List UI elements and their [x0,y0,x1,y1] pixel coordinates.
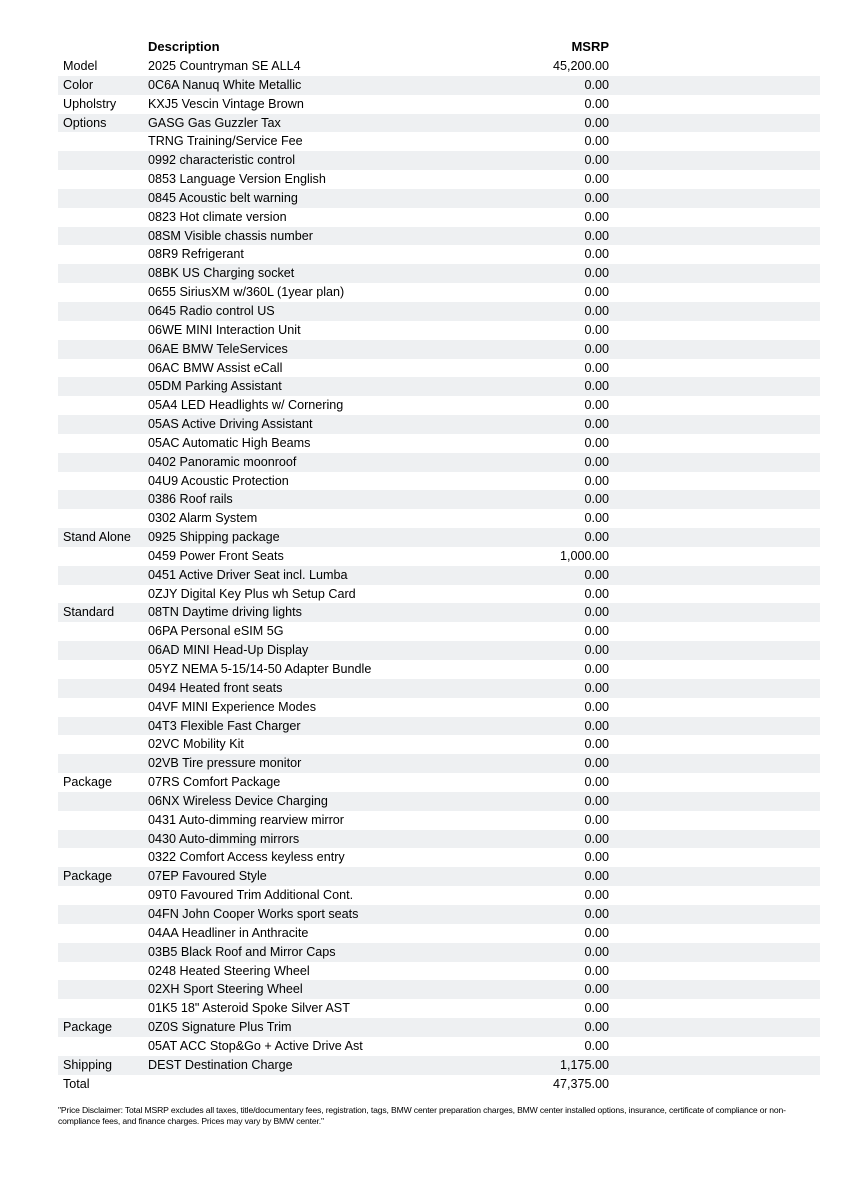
row-price: 0.00 [584,812,609,827]
table-row [58,1075,820,1094]
row-description: 06AD MINI Head-Up Display [148,643,309,658]
table-row [58,830,820,849]
table-row [58,754,820,773]
row-price: 0.00 [584,831,609,846]
row-price: 0.00 [584,963,609,978]
row-price: 1,175.00 [559,1057,609,1072]
row-description: 05AT ACC Stop&Go + Active Drive Ast [148,1038,363,1053]
row-description: 2025 Countryman SE ALL4 [148,59,301,73]
row-price: 0.00 [584,567,609,582]
price-disclaimer: "Price Disclaimer: Total MSRP excludes all taxes, title/documentary fees, registration, tags, BMW center preparation charges, BMW center installed options, insurance, certificate of compliance or non-compliance fees, and finance charges. Prices may vary by BMW center." [58,1105,786,1126]
row-description: 0322 Comfort Access keyless entry [148,850,345,865]
row-price: 0.00 [584,869,609,884]
row-price: 0.00 [584,680,609,695]
table-row [58,886,820,905]
row-price: 0.00 [584,96,609,111]
row-description: 0925 Shipping package [148,530,280,545]
table-row [58,132,820,151]
row-description: 0248 Heated Steering Wheel [148,963,310,978]
row-description: 04VF MINI Experience Modes [148,699,316,714]
row-price: 0.00 [584,398,609,413]
table-row [58,603,820,622]
row-price: 45,200.00 [552,59,609,73]
table-row [58,528,820,547]
row-description: 05A4 LED Headlights w/ Cornering [148,398,344,413]
row-price: 0.00 [584,906,609,921]
row-description: 0C6A Nanuq White Metallic [148,77,302,92]
row-description: 0451 Active Driver Seat incl. Lumba [148,567,348,582]
row-description: 0430 Auto-dimming mirrors [148,831,300,846]
table-row [58,1037,820,1056]
row-category: Stand Alone [63,530,131,545]
table-row [58,321,820,340]
row-description: 07RS Comfort Package [148,775,281,790]
row-category: Model [63,59,98,73]
table-row [58,151,820,170]
row-description: 0Z0S Signature Plus Trim [148,1020,292,1035]
row-description: 06NX Wireless Device Charging [148,793,328,808]
row-description: DEST Destination Charge [148,1057,293,1072]
row-description: GASG Gas Guzzler Tax [148,115,281,130]
table-row [58,283,820,302]
row-description: 02VC Mobility Kit [148,737,244,752]
row-description: 0494 Heated front seats [148,680,283,695]
row-description: 0845 Acoustic belt warning [148,190,298,205]
row-description: 09T0 Favoured Trim Additional Cont. [148,888,354,903]
row-description: 05DM Parking Assistant [148,379,282,394]
row-category: Upholstry [63,96,117,111]
row-price: 0.00 [584,643,609,658]
table-row [58,905,820,924]
row-description: 05YZ NEMA 5-15/14-50 Adapter Bundle [148,662,372,676]
table-row [58,396,820,415]
row-description: 0ZJY Digital Key Plus wh Setup Card [148,586,356,601]
row-category: Standard [63,605,115,620]
row-description: 07EP Favoured Style [148,869,267,884]
table-row [58,377,820,396]
row-price: 1,000.00 [559,548,609,563]
row-description: 0853 Language Version English [148,172,326,187]
row-description: 0823 Hot climate version [148,209,287,224]
table-row [58,189,820,208]
row-description: 08SM Visible chassis number [148,228,313,243]
table-row [58,170,820,189]
row-description: 06AE BMW TeleServices [148,341,288,356]
table-row [58,114,820,133]
row-description: 0386 Roof rails [148,492,233,507]
row-price: 0.00 [584,379,609,394]
row-description: 08TN Daytime driving lights [148,605,302,620]
table-row [58,490,820,509]
row-price: 0.00 [584,793,609,808]
table-row [58,566,820,585]
table-row [58,717,820,736]
row-description: 08BK US Charging socket [148,266,295,281]
row-description: 04FN John Cooper Works sport seats [148,906,359,921]
table-row [58,698,820,717]
table-row [58,264,820,283]
table-row [58,359,820,378]
row-price: 0.00 [584,756,609,771]
price-sheet [58,38,820,1093]
row-price: 0.00 [584,925,609,940]
row-price: 0.00 [584,586,609,601]
row-price: 0.00 [584,341,609,356]
row-price: 0.00 [584,322,609,337]
msrp-column-header: MSRP [571,39,609,54]
table-row [58,227,820,246]
row-category: Options [63,115,107,130]
row-price: 0.00 [584,511,609,526]
row-description: 05AS Active Driving Assistant [148,417,313,432]
table-row [58,95,820,114]
row-price: 0.00 [584,360,609,375]
table-row [58,57,820,76]
row-description: 02XH Sport Steering Wheel [148,982,303,997]
table-row [58,980,820,999]
row-price: 0.00 [584,718,609,733]
row-price: 0.00 [584,454,609,469]
table-row [58,434,820,453]
row-price: 0.00 [584,888,609,903]
table-row [58,999,820,1018]
row-description: 03B5 Black Roof and Mirror Caps [148,944,336,959]
row-description: 08R9 Refrigerant [148,247,244,262]
table-row [58,585,820,604]
table-row [58,208,820,227]
row-price: 0.00 [584,473,609,488]
table-row [58,792,820,811]
table-row [58,302,820,321]
row-price: 0.00 [584,850,609,865]
row-price: 0.00 [584,1038,609,1053]
row-description: 02VB Tire pressure monitor [148,756,302,771]
table-row [58,1018,820,1037]
table-row [58,340,820,359]
row-price: 0.00 [584,492,609,507]
table-row [58,867,820,886]
row-price: 0.00 [584,417,609,432]
row-description: 05AC Automatic High Beams [148,435,311,450]
row-price: 0.00 [584,624,609,639]
table-row [58,622,820,641]
row-category: Package [63,869,113,884]
row-price: 0.00 [584,228,609,243]
row-price: 0.00 [584,435,609,450]
table-row [58,472,820,491]
row-price: 47,375.00 [552,1076,609,1091]
row-price: 0.00 [584,153,609,168]
row-price: 0.00 [584,247,609,262]
row-category: Shipping [63,1057,113,1072]
row-price: 0.00 [584,303,609,318]
table-row [58,660,820,679]
row-description: 0655 SiriusXM w/360L (1year plan) [148,285,345,300]
row-price: 0.00 [584,266,609,281]
row-description: 0431 Auto-dimming rearview mirror [148,812,344,827]
table-row [58,547,820,566]
row-description: 0992 characteristic control [148,153,295,168]
table-row [58,509,820,528]
table-row [58,641,820,660]
row-description: 06PA Personal eSIM 5G [148,624,284,639]
row-description: 0645 Radio control US [148,303,275,318]
row-price: 0.00 [584,172,609,187]
table-row [58,924,820,943]
row-price: 0.00 [584,115,609,130]
table-row [58,962,820,981]
row-price: 0.00 [584,699,609,714]
row-description: KXJ5 Vescin Vintage Brown [148,96,304,111]
table-row [58,943,820,962]
row-price: 0.00 [584,982,609,997]
table-row [58,848,820,867]
row-description: 04U9 Acoustic Protection [148,473,289,488]
table-row [58,1056,820,1075]
row-description: 06WE MINI Interaction Unit [148,322,301,337]
row-price: 0.00 [584,77,609,92]
row-description: 04T3 Flexible Fast Charger [148,718,301,733]
row-price: 0.00 [584,944,609,959]
table-row [58,773,820,792]
row-category: Package [63,775,113,790]
table-row [58,245,820,264]
line-items-table [58,57,820,1093]
row-price: 0.00 [584,209,609,224]
row-description: 0302 Alarm System [148,511,258,526]
description-column-header: Description [148,39,220,54]
table-row [58,735,820,754]
row-price: 0.00 [584,190,609,205]
row-description: 01K5 18" Asteroid Spoke Silver AST [148,1001,350,1016]
row-category: Total [63,1076,90,1091]
table-header [58,38,820,57]
row-category: Package [63,1020,113,1035]
row-price: 0.00 [584,737,609,752]
row-description: 0459 Power Front Seats [148,548,284,563]
row-price: 0.00 [584,605,609,620]
row-price: 0.00 [584,662,609,676]
row-price: 0.00 [584,285,609,300]
row-category: Color [63,77,94,92]
row-price: 0.00 [584,134,609,149]
row-price: 0.00 [584,1020,609,1035]
table-row [58,415,820,434]
row-price: 0.00 [584,775,609,790]
row-price: 0.00 [584,530,609,545]
row-description: 06AC BMW Assist eCall [148,360,283,375]
row-price: 0.00 [584,1001,609,1016]
row-description: 0402 Panoramic moonroof [148,454,297,469]
table-row [58,679,820,698]
row-description: 04AA Headliner in Anthracite [148,925,309,940]
table-row [58,76,820,95]
row-description: TRNG Training/Service Fee [148,134,303,149]
table-row [58,811,820,830]
table-row [58,453,820,472]
